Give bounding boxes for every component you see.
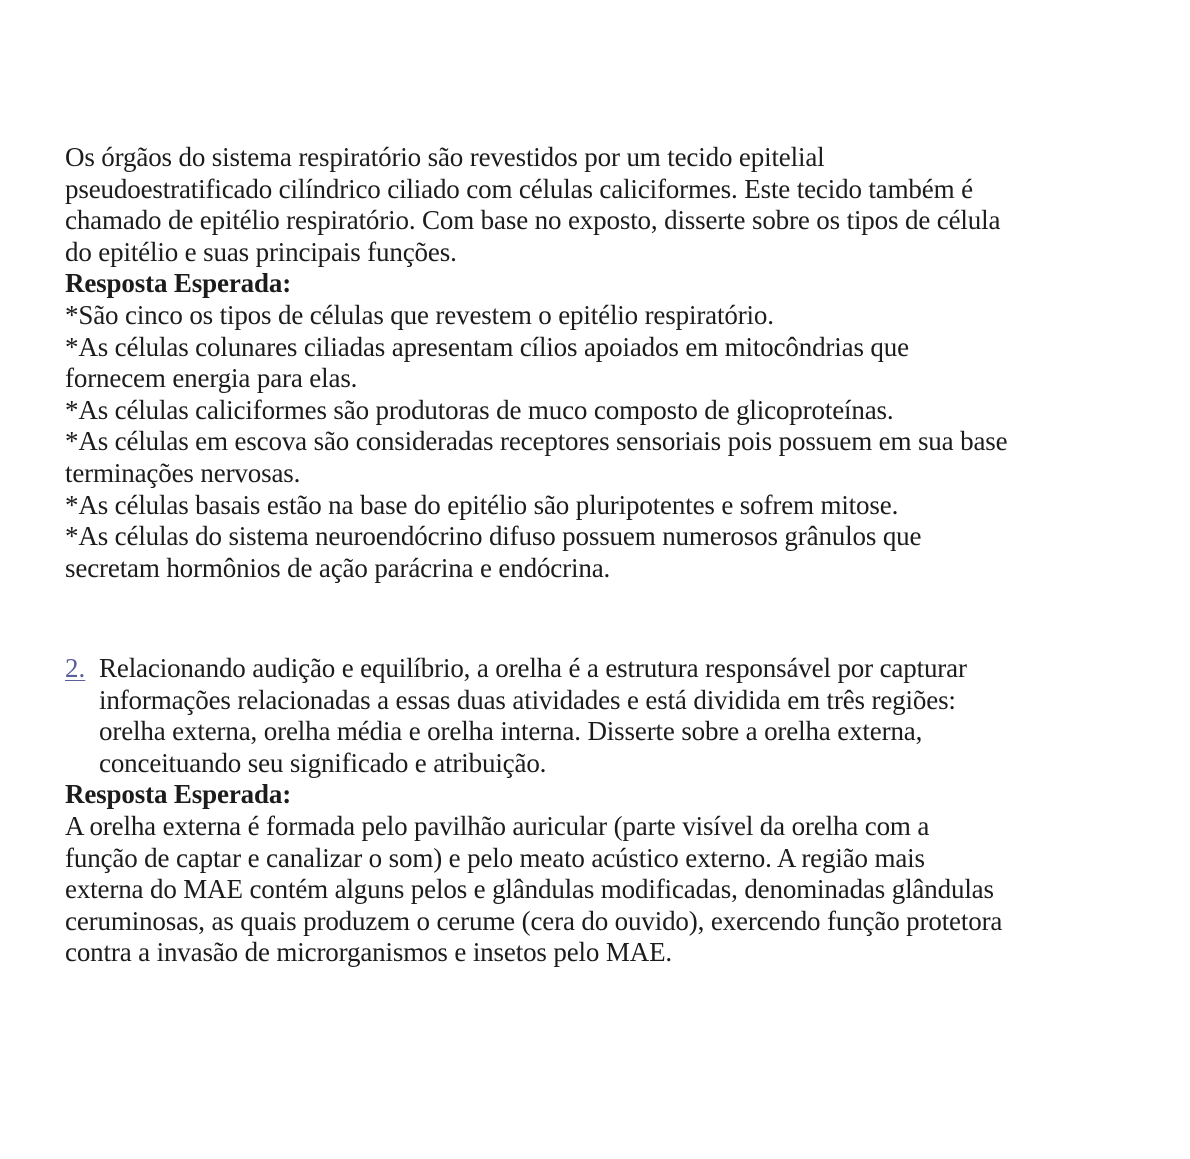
question-1-block: [65, 142, 1065, 584]
answer-1-line: *As células basais estão na base do epitélio são pluripotentes e sofrem mitose.: [65, 489, 899, 520]
answer-1-line: secretam hormônios de ação parácrina e endócrina.: [65, 552, 611, 583]
answer-2-heading: Resposta Esperada:: [65, 779, 292, 810]
answer-2-line: ceruminosas, as quais produzem o cerume (cera do ouvido), exercendo função protetora: [65, 905, 1003, 936]
answer-1-line: *As células caliciformes são produtoras de muco composto de glicoproteínas.: [65, 394, 894, 425]
answer-1-line: *As células do sistema neuroendócrino difuso possuem numerosos grânulos que: [65, 521, 922, 552]
question-1-line: Os órgãos do sistema respiratório são revestidos por um tecido epitelial: [65, 142, 825, 172]
answer-1-line: terminações nervosas.: [65, 457, 301, 488]
question-2-number: 2.: [65, 653, 86, 683]
question-2-line: orelha externa, orelha média e orelha interna. Disserte sobre a orelha externa,: [99, 716, 923, 747]
question-1-line: do epitélio e suas principais funções.: [65, 236, 457, 267]
answer-1-line: *As células em escova são consideradas receptores sensoriais pois possuem em sua base: [65, 426, 1008, 457]
answer-1-line: *São cinco os tipos de células que revestem o epitélio respiratório.: [65, 299, 774, 330]
answer-1-heading: Resposta Esperada:: [65, 268, 292, 299]
question-1-line: chamado de epitélio respiratório. Com base no exposto, disserte sobre os tipos de célula: [65, 205, 1001, 236]
answer-2-line: externa do MAE contém alguns pelos e glândulas modificadas, denominadas glândulas: [65, 874, 994, 905]
question-2-line: conceituando seu significado e atribuição.: [99, 747, 547, 778]
answer-1-line: fornecem energia para elas.: [65, 363, 358, 394]
question-1-line: pseudoestratificado cilíndrico ciliado com células caliciformes. Este tecido também é: [65, 173, 973, 204]
answer-2-line: A orelha externa é formada pelo pavilhão auricular (parte visível da orelha com a: [65, 810, 930, 841]
question-2-line: informações relacionadas a essas duas atividades e está dividida em três regiões:: [99, 684, 956, 715]
answer-2-line: função de captar e canalizar o som) e pelo meato acústico externo. A região mais: [65, 842, 925, 873]
answer-2-line: contra a invasão de microrganismos e insetos pelo MAE.: [65, 937, 673, 968]
answer-1-line: *As células colunares ciliadas apresentam cílios apoiados em mitocôndrias que: [65, 331, 909, 362]
question-2-item: [65, 653, 1065, 779]
question-2-block: [65, 653, 1065, 969]
question-2-line: Relacionando audição e equilíbrio, a orelha é a estrutura responsável por capturar: [99, 653, 967, 683]
question-2-text: [99, 653, 1065, 779]
